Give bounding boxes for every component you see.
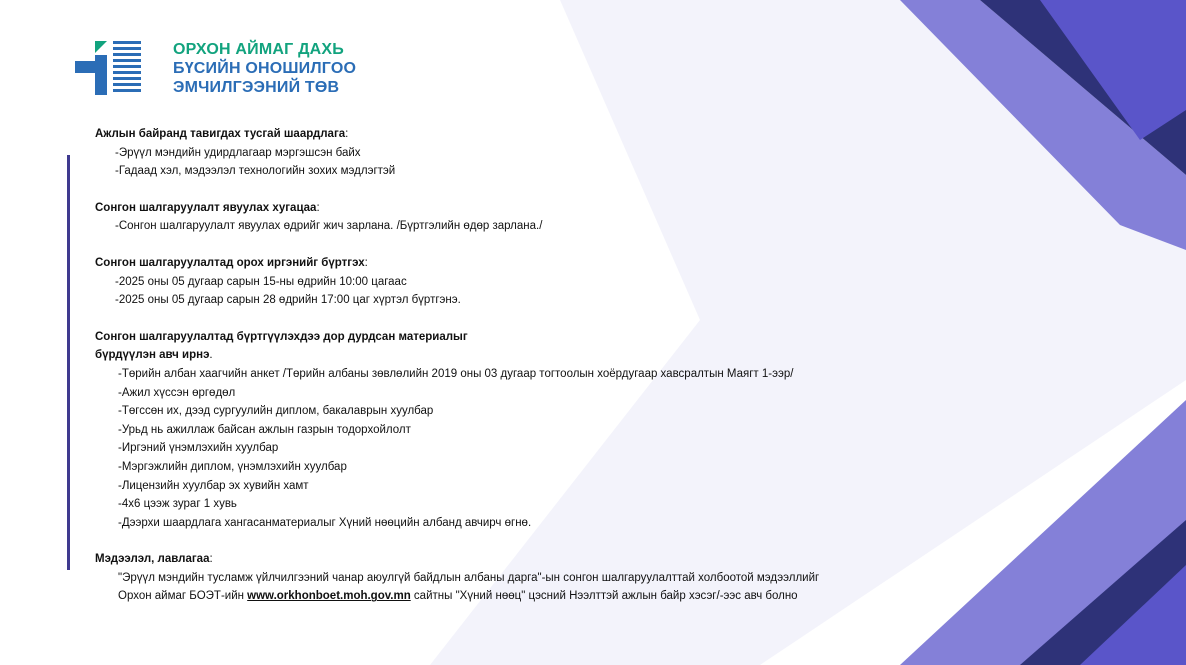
brand-line-3: ЭМЧИЛГЭЭНИЙ ТӨВ — [173, 78, 340, 96]
requirements-section — [95, 125, 995, 181]
list-item: -Гадаад хэл, мэдээлэл технологийн зохих мэдлэгтэй — [115, 165, 396, 178]
list-item: -2025 оны 05 дугаар сарын 28 өдрийн 17:00 цаг хүртэл бүртгэнэ. — [115, 294, 461, 307]
brand-logo — [75, 38, 375, 98]
brand-line-1: ОРХОН АЙМАГ ДАХЬ — [173, 40, 344, 58]
list-item: -Урьд нь ажиллаж байсан ажлын газрын тодорхойлолт — [118, 423, 411, 436]
list-item: -Дээрхи шаардлага хангасанматериалыг Хүний нөөцийн албанд авчирч өгнө. — [118, 516, 532, 529]
document-body — [95, 125, 995, 624]
info-section — [95, 550, 995, 606]
info-line-2: Орхон аймаг БОЭТ-ийн www.orkhonboet.moh.gov.mn сайтны "Хүний нөөц" цэсний Нээлттэй ажлын байр хэсэг/-ээс авч болно — [118, 590, 798, 603]
list-item: -Төгссөн их, дээд сургуулийн диплом, бакалаврын хуулбар — [118, 405, 434, 418]
materials-heading-line-1: Сонгон шалгаруулалтад бүртгүүлэхдээ дор дурдсан материалыг — [95, 330, 468, 343]
brand-name — [173, 40, 356, 97]
requirements-heading: Ажлын байранд тавигдах тусгай шаардлага: — [95, 128, 349, 140]
timing-heading: Сонгон шалгаруулалт явуулах хугацаа: — [95, 201, 320, 214]
left-accent-rule — [67, 155, 70, 570]
list-item: -Сонгон шалгаруулалт явуулах өдрийг жич зарлана. /Бүртгэлийн өдөр зарлана./ — [115, 220, 543, 233]
info-heading: Мэдээлэл, лавлагаа: — [95, 553, 213, 566]
registration-heading: Сонгон шалгаруулалтад орох иргэнийг бүртгэх: — [95, 256, 368, 269]
timing-section — [95, 199, 995, 236]
list-item: -Иргэний үнэмлэхийн хуулбар — [118, 442, 279, 455]
brand-line-2: БҮСИЙН ОНОШИЛГОО — [173, 59, 357, 77]
list-item: -Төрийн албан хаагчийн анкет /Төрийн албаны зөвлөлийн 2019 оны 03 дугаар тогтоолын хоёрдугаар хавсралтын Маягт 1-ээр/ — [118, 367, 794, 380]
list-item: -Эрүүл мэндийн удирдлагаар мэргэшсэн байх — [115, 146, 361, 159]
website-link[interactable]: www.orkhonboet.moh.gov.mn — [247, 590, 411, 603]
list-item: -2025 оны 05 дугаар сарын 15-ны өдрийн 10:00 цагаас — [115, 275, 407, 288]
list-item: -Мэргэжлийн диплом, үнэмлэхийн хуулбар — [118, 460, 347, 473]
materials-section — [95, 328, 995, 533]
info-line-1: "Эрүүл мэндийн тусламж үйлчилгээний чанар аюулгүй байдлын албаны дарга"-ын сонгон шалгаруулалттай холбоотой мэдээллийг — [118, 571, 820, 584]
list-item: -4х6 цээж зураг 1 хувь — [118, 498, 237, 511]
list-item: -Лицензийн хуулбар эх хувийн хамт — [118, 479, 309, 492]
hospital-logo-icon — [75, 39, 155, 97]
materials-heading-line-2: бүрдүүлэн авч ирнэ. — [95, 349, 213, 362]
list-item: -Ажил хүссэн өргөдөл — [118, 386, 236, 399]
registration-section — [95, 254, 995, 310]
